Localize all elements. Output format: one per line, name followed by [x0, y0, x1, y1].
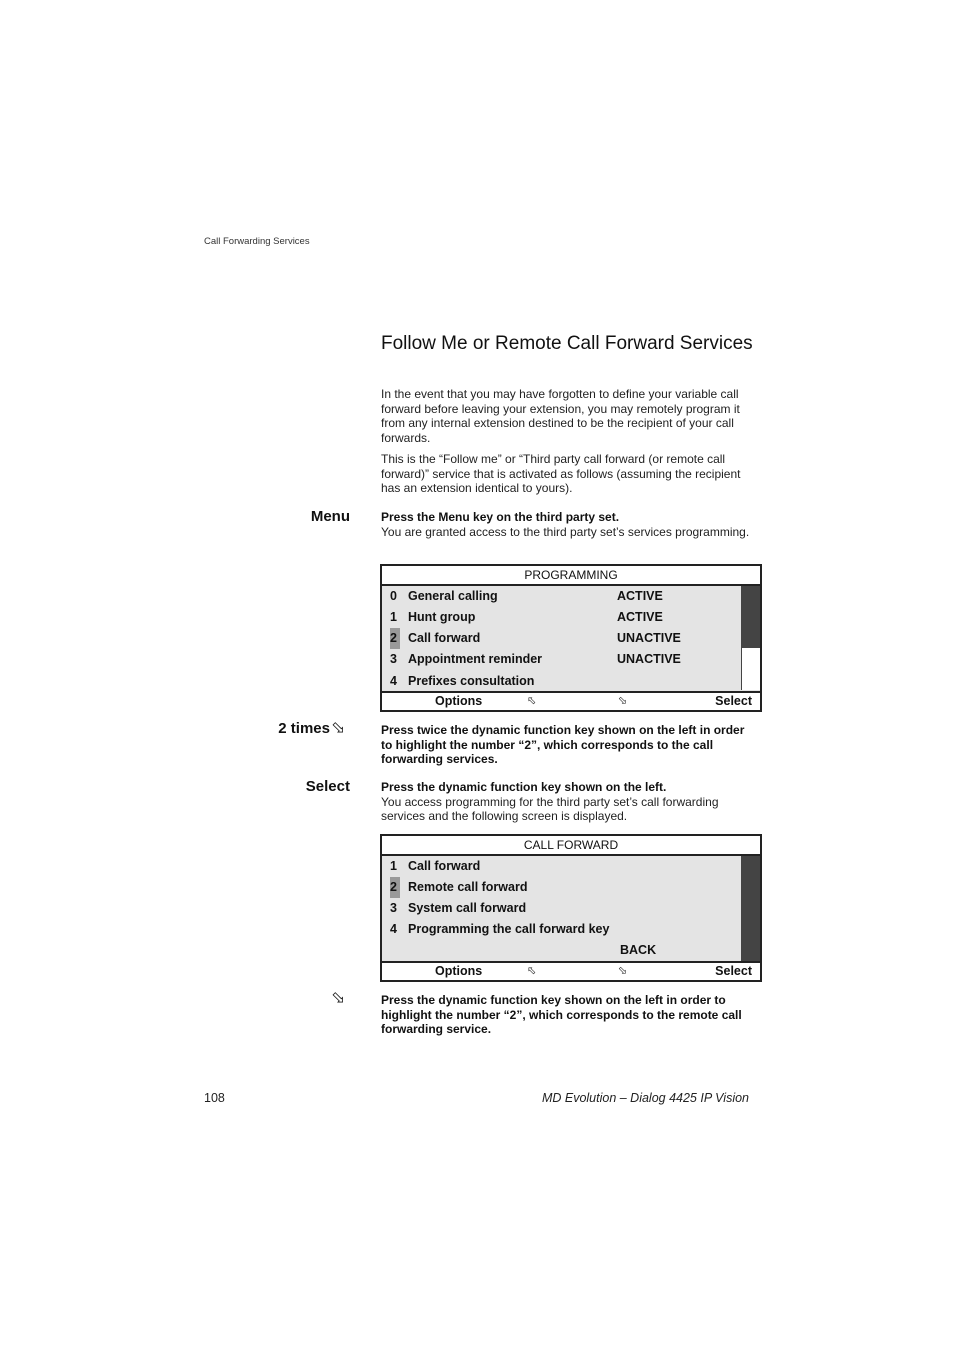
step-menu-bold: Press the Menu key on the third party set.	[381, 510, 620, 524]
step-two-times-instruction	[381, 723, 753, 767]
call-forward-screen-list	[382, 856, 760, 963]
select-key-label: Select	[305, 778, 350, 795]
item-label: Call forward	[408, 859, 481, 873]
down-right-arrow-icon[interactable]: ⬂	[618, 965, 628, 977]
down-right-arrow-icon: ⬂	[331, 718, 346, 737]
item-label: Hunt group	[408, 610, 476, 624]
programming-screen-title: PROGRAMMING	[382, 566, 760, 586]
running-header: Call Forwarding Services	[204, 236, 310, 247]
step-select-instruction	[381, 780, 753, 824]
options-softkey[interactable]: Options	[435, 694, 483, 708]
softkey-bar	[382, 691, 760, 710]
item-number: 4	[390, 674, 397, 688]
up-left-arrow-icon[interactable]: ⬁	[527, 965, 537, 977]
item-label: System call forward	[408, 901, 527, 915]
item-number: 0	[390, 589, 397, 603]
item-number: 4	[390, 922, 397, 936]
page-number: 108	[204, 1091, 225, 1105]
call-forward-screen-title: CALL FORWARD	[382, 836, 760, 856]
item-number: 3	[390, 652, 397, 666]
item-label: Appointment reminder	[408, 652, 543, 666]
two-times-label: 2 times	[278, 720, 330, 737]
item-number: 1	[390, 859, 397, 873]
intro-paragraph-1: In the event that you may have forgotten to define your variable call forward before leaving your extension, you may remotely program it from any internal extension destined to be the recipient of your call forwards.	[381, 387, 740, 445]
step-menu-instruction	[381, 510, 753, 539]
item-label: Prefixes consultation	[408, 674, 535, 688]
item-label: General calling	[408, 589, 498, 603]
item-number-highlighted: 2	[390, 628, 400, 649]
select-softkey[interactable]: Select	[715, 964, 752, 978]
item-label: Remote call forward	[408, 880, 528, 894]
up-left-arrow-icon[interactable]: ⬁	[527, 695, 537, 707]
item-label: Programming the call forward key	[408, 922, 610, 936]
intro-paragraph-2: This is the “Follow me” or “Third party call forward (or remote call forward)” service that is activated as follows (assuming the recipient has an extension identical to yours).	[381, 452, 741, 496]
document-title: MD Evolution – Dialog 4425 IP Vision	[541, 1091, 749, 1105]
softkey-bar	[382, 961, 760, 980]
item-status: UNACTIVE	[617, 652, 681, 666]
item-status: ACTIVE	[617, 589, 663, 603]
item-status: ACTIVE	[617, 610, 663, 624]
item-number-highlighted: 2	[390, 877, 400, 898]
scrollbar[interactable]	[741, 856, 760, 961]
down-right-arrow-icon: ⬂	[331, 988, 346, 1007]
call-forward-screen	[380, 834, 762, 982]
step-menu-text: You are granted access to the third party set’s services programming.	[381, 524, 750, 539]
programming-screen	[380, 564, 762, 712]
step-highlight-remote-bold: Press the dynamic function key shown on the left in order to highlight the number “2”, which corresponds to the remote call forwarding service.	[381, 993, 742, 1037]
step-two-times-bold: Press twice the dynamic function key shown on the left in order to highlight the number “2”, which corresponds to the call forwarding services.	[381, 723, 745, 767]
item-status: UNACTIVE	[617, 631, 681, 645]
back-label: BACK	[620, 943, 657, 957]
scroll-thumb[interactable]	[742, 586, 760, 648]
options-softkey[interactable]: Options	[435, 964, 483, 978]
step-highlight-remote-instruction	[381, 993, 753, 1037]
step-select-text: You access programming for the third party set’s call forwarding services and the following screen is displayed.	[381, 794, 719, 824]
step-select-bold: Press the dynamic function key shown on the left.	[381, 780, 667, 794]
select-softkey[interactable]: Select	[715, 694, 752, 708]
section-title: Follow Me or Remote Call Forward Services	[381, 333, 753, 354]
scroll-thumb[interactable]	[742, 856, 760, 961]
item-number: 1	[390, 610, 397, 624]
down-right-arrow-icon[interactable]: ⬂	[618, 695, 628, 707]
menu-key-label: Menu	[310, 508, 350, 525]
programming-screen-list	[382, 586, 760, 693]
item-number: 3	[390, 901, 397, 915]
item-label: Call forward	[408, 631, 481, 645]
scrollbar[interactable]	[741, 586, 760, 690]
